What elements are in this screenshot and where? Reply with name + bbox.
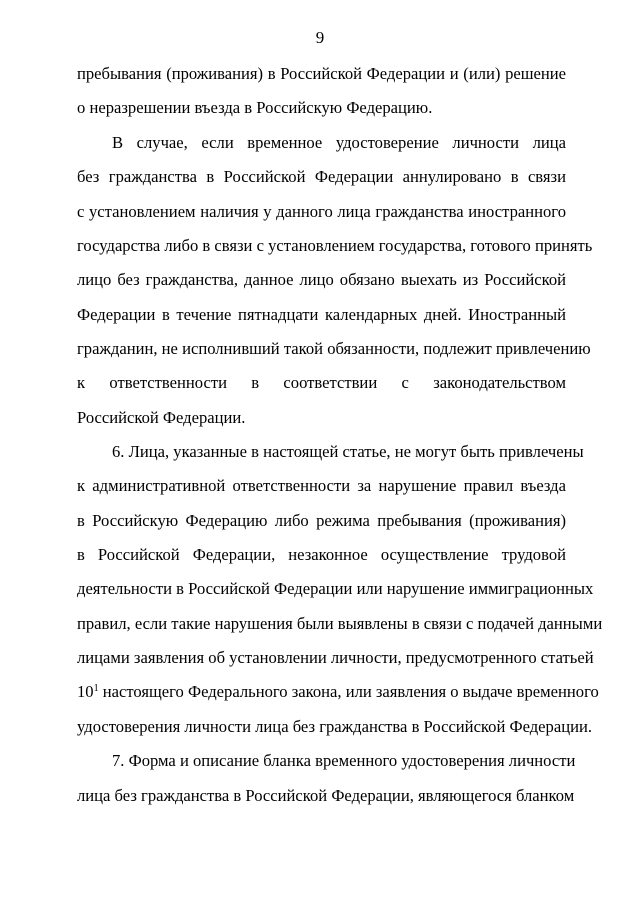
text-line: без гражданства в Российской Федерации аннулировано в связи (77, 167, 566, 186)
text-line-article-reference (77, 682, 599, 702)
text-line: Федерации в течение пятнадцати календарных дней. Иностранный (77, 305, 566, 324)
text-line: гражданин, не исполнивший такой обязанности, подлежит привлечению (77, 339, 591, 358)
article-superscript: 1 (93, 683, 99, 694)
text-line: о неразрешении въезда в Российскую Федерацию. (77, 98, 433, 117)
text-line: в Российской Федерации, незаконное осуществление трудовой (77, 545, 566, 564)
text-line: к ответственности в соответствии с законодательством (77, 373, 566, 392)
page-number: 9 (315, 28, 325, 47)
text-line: лицо без гражданства, данное лицо обязано выехать из Российской (77, 270, 566, 289)
text-line: в Российскую Федерацию либо режима пребывания (проживания) (77, 511, 566, 530)
text-line: удостоверения личности лица без гражданства в Российской Федерации. (77, 717, 592, 736)
text-line: государства либо в связи с установлением государства, готового принять (77, 236, 593, 255)
paragraph-start: 6. Лица, указанные в настоящей статье, не могут быть привлечены (112, 442, 584, 461)
text-line: лицами заявления об установлении личности, предусмотренного статьей (77, 648, 594, 667)
article-reference-text: настоящего Федерального закона, или заявления о выдаче временного (98, 682, 599, 701)
article-number: 10 (77, 682, 94, 701)
text-line: правил, если такие нарушения были выявлены в связи с подачей данными (77, 614, 603, 633)
text-line: к административной ответственности за нарушение правил въезда (77, 476, 566, 495)
text-line: лица без гражданства в Российской Федерации, являющегося бланком (77, 786, 575, 805)
text-line: деятельности в Российской Федерации или нарушение иммиграционных (77, 579, 594, 598)
text-line: с установлением наличия у данного лица гражданства иностранного (77, 202, 566, 221)
paragraph-start: В случае, если временное удостоверение личности лица (112, 133, 566, 152)
text-line: Российской Федерации. (77, 408, 246, 427)
paragraph-start: 7. Форма и описание бланка временного удостоверения личности (112, 751, 576, 770)
text-line: пребывания (проживания) в Российской Федерации и (или) решение (77, 64, 566, 83)
